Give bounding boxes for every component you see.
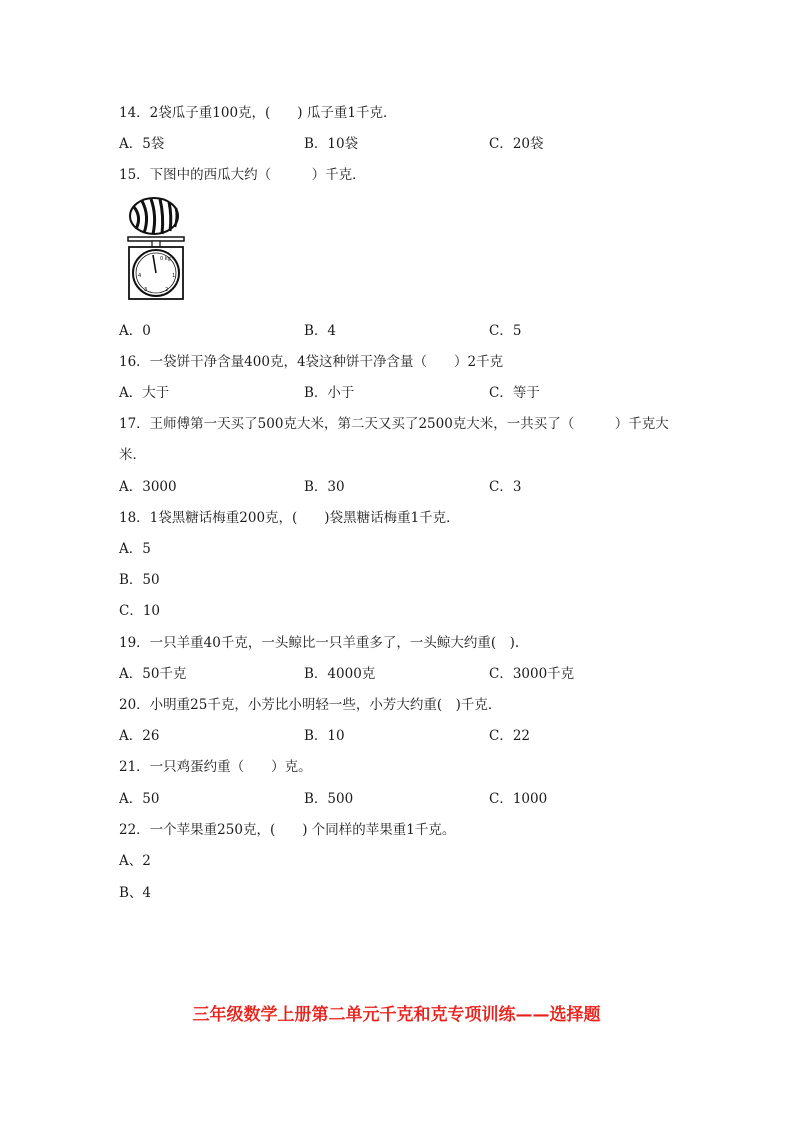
question-21-option-b: B．500 (304, 791, 354, 807)
question-14-stem: 14．2袋瓜子重100克，( ) 瓜子重1千克． (119, 105, 397, 121)
question-15-stem: 15．下图中的西瓜大约（ ）千克． (119, 167, 366, 183)
question-19-option-a: A．50千克 (119, 666, 187, 682)
question-17-option-b: B．30 (304, 479, 345, 495)
worksheet-footer-title: 三年级数学上册第二单元千克和克专项训练——选择题 (192, 1005, 601, 1025)
question-22-stem: 22．一个苹果重250克，( ) 个同样的苹果重1千克。 (119, 822, 456, 838)
question-18-option-a: A．5 (119, 541, 151, 557)
question-18-option-b: B．50 (119, 572, 160, 588)
question-18-stem: 18．1袋黑糖话梅重200克，( )袋黑糖话梅重1千克． (119, 510, 460, 526)
question-17-option-a: A．3000 (119, 479, 177, 495)
question-16-stem: 16．一袋饼干净含量400克，4袋这种饼干净含量（ ）2千克 (119, 354, 504, 370)
dial-label-bottom-right: 2 (165, 287, 169, 293)
question-19-option-c: C．3000千克 (489, 666, 575, 682)
question-15-option-c: C．5 (489, 323, 522, 339)
dial-label-top: 0 kg (160, 256, 171, 262)
question-22-option-a: A、2 (119, 853, 151, 869)
question-20-option-a: A．26 (119, 728, 160, 744)
question-16-option-a: A．大于 (119, 385, 170, 401)
question-16-option-b: B．小于 (304, 385, 355, 401)
question-21-option-c: C．1000 (489, 791, 548, 807)
question-17-option-c: C．3 (489, 479, 522, 495)
question-14-option-a: A．5袋 (119, 136, 165, 152)
watermelon-icon (130, 198, 178, 234)
question-20-option-b: B．10 (304, 728, 345, 744)
dial-label-right: 1 (172, 273, 176, 279)
dial-label-left: 4 (138, 273, 142, 279)
question-17-stem: 17．王师傅第一天买了500克大米，第二天又买了2500克大米，一共买了（ ）千克大 (119, 416, 669, 432)
question-17-stem-continued: 米． (119, 447, 146, 463)
question-15-option-b: B．4 (304, 323, 337, 339)
question-20-stem: 20．小明重25千克，小芳比小明轻一些，小芳大约重( )千克． (119, 697, 502, 713)
question-21-stem: 21．一只鸡蛋约重（ ）克。 (119, 759, 312, 775)
question-19-stem: 19．一只羊重40千克，一头鲸比一只羊重多了，一头鲸大约重( ). (119, 635, 520, 651)
question-15-option-a: A．0 (119, 323, 151, 339)
question-16-option-c: C．等于 (489, 385, 540, 401)
question-18-option-c: C．10 (119, 603, 161, 619)
question-20-option-c: C．22 (489, 728, 531, 744)
question-14-option-b: B．10袋 (304, 136, 359, 152)
question-19-option-b: B．4000克 (304, 666, 376, 682)
watermelon-scale-image (124, 197, 188, 303)
question-14-option-c: C．20袋 (489, 136, 544, 152)
question-22-option-b: B、4 (119, 885, 152, 901)
question-21-option-a: A．50 (119, 791, 160, 807)
dial-label-bottom-left: 3 (144, 287, 148, 293)
